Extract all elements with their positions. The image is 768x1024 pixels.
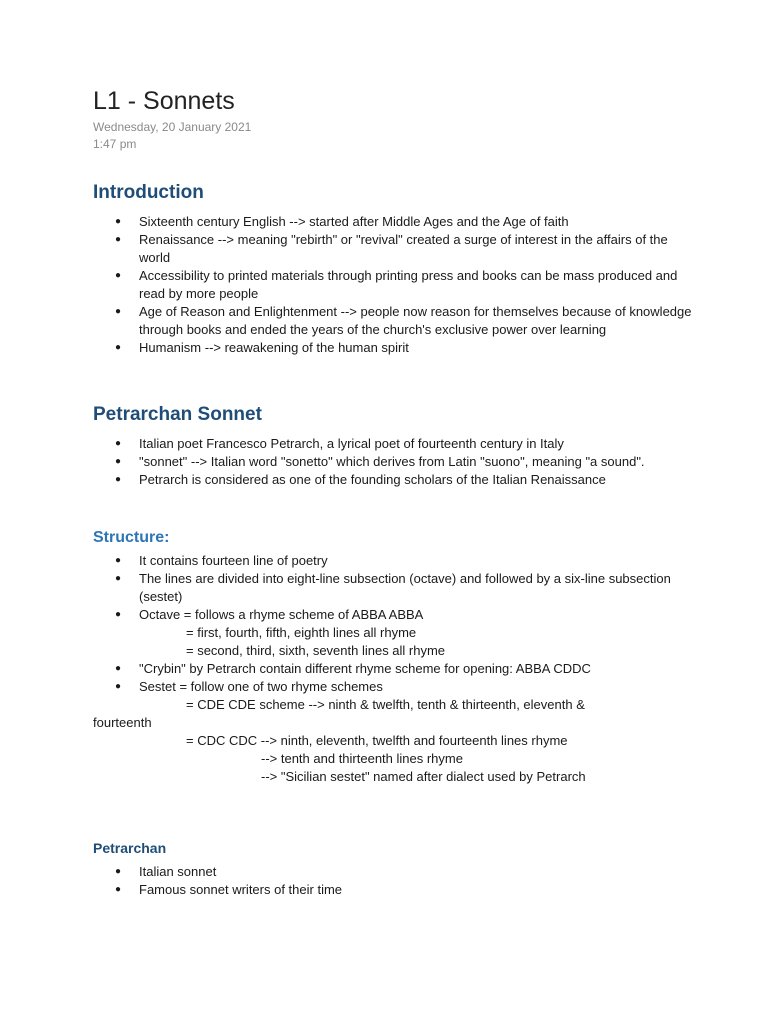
- heading-structure: Structure:: [93, 529, 170, 546]
- petrarchan-sonnet-list: [93, 435, 693, 489]
- note-date: Wednesday, 20 January 2021: [93, 120, 252, 134]
- sestet-sub-line: = CDE CDE scheme --> ninth & twelfth, tenth & thirteenth, eleventh &: [186, 697, 585, 712]
- page-title: L1 - Sonnets: [93, 87, 235, 115]
- list-item: ● Italian sonnet: [93, 863, 693, 881]
- list-item: ● "sonnet" --> Italian word "sonetto" which derives from Latin "suono", meaning "a sound".: [93, 453, 693, 471]
- list-item: ● Petrarch is considered as one of the founding scholars of the Italian Renaissance: [93, 471, 693, 489]
- list-item: ● Famous sonnet writers of their time: [93, 881, 693, 899]
- list-item: ● It contains fourteen line of poetry: [93, 552, 693, 570]
- list-item: ● Humanism --> reawakening of the human spirit: [93, 339, 693, 357]
- list-item: ● Sixteenth century English --> started after Middle Ages and the Age of faith: [93, 213, 693, 231]
- list-item: ● Italian poet Francesco Petrarch, a lyrical poet of fourteenth century in Italy: [93, 435, 693, 453]
- heading-introduction: Introduction: [93, 182, 204, 203]
- sestet-sub-line: --> tenth and thirteenth lines rhyme: [261, 751, 463, 766]
- octave-sub-line: = second, third, sixth, seventh lines all rhyme: [186, 643, 446, 658]
- list-item: ● The lines are divided into eight-line subsection (octave) and followed by a six-line subsection (sestet): [93, 570, 693, 606]
- list-item: ● Accessibility to printed materials through printing press and books can be mass produced and read by more people: [93, 267, 693, 303]
- heading-petrarchan: Petrarchan: [93, 840, 167, 856]
- sestet-sub-line: = CDC CDC --> ninth, eleventh, twelfth and fourteenth lines rhyme: [186, 733, 568, 748]
- petrarchan-list: [93, 863, 693, 899]
- octave-sub-line: = first, fourth, fifth, eighth lines all rhyme: [186, 625, 417, 640]
- sestet-sub-line: --> "Sicilian sestet" named after dialect used by Petrarch: [261, 769, 586, 784]
- list-item: ● Octave = follows a rhyme scheme of ABBA ABBA: [93, 606, 693, 624]
- structure-list-cont: [93, 660, 693, 696]
- note-page: [93, 84, 693, 899]
- list-item: ● Age of Reason and Enlightenment --> people now reason for themselves because of knowledge through books and ended the years of the church's exclusive power over learning: [93, 303, 693, 339]
- structure-list: [93, 552, 693, 624]
- heading-petrarchan-sonnet: Petrarchan Sonnet: [93, 404, 262, 425]
- note-time: 1:47 pm: [93, 137, 137, 151]
- list-item: ● Sestet = follow one of two rhyme schemes: [93, 678, 693, 696]
- list-item: ● "Crybin" by Petrarch contain different rhyme scheme for opening: ABBA CDDC: [93, 660, 693, 678]
- sestet-sub-line-wrap: fourteenth: [93, 715, 152, 730]
- introduction-list: [93, 213, 693, 357]
- list-item: ● Renaissance --> meaning "rebirth" or "revival" created a surge of interest in the affairs of the world: [93, 231, 693, 267]
